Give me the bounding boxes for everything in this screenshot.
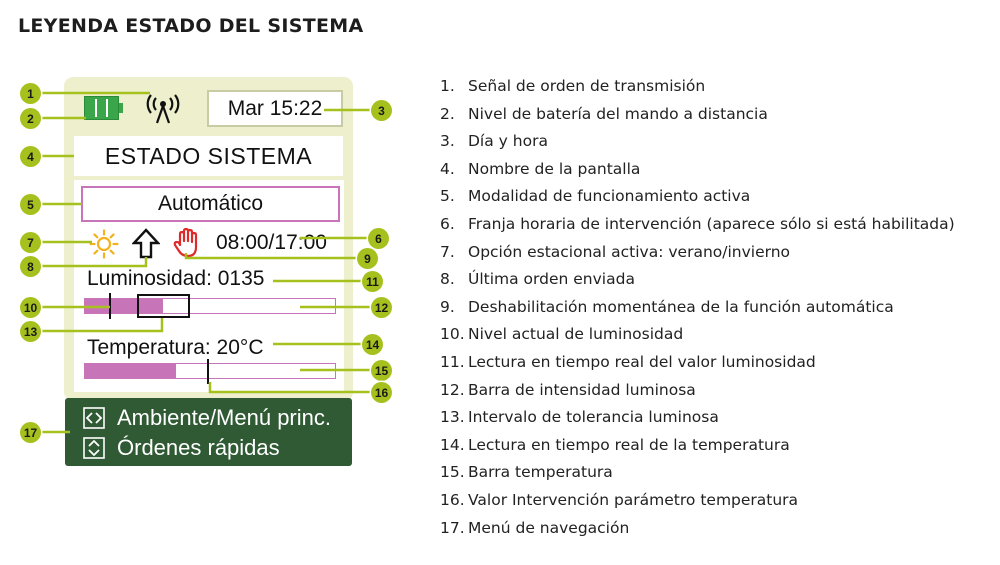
datetime-text: Mar 15:22 (227, 96, 323, 120)
luminosity-reading: Luminosidad: 0135 (87, 267, 265, 290)
legend-number: 3. (440, 132, 455, 151)
legend-number: 8. (440, 270, 455, 289)
legend-item (440, 266, 955, 294)
legend-item (440, 156, 955, 184)
legend-item (440, 321, 955, 349)
callout-marker-9: 9 (357, 248, 378, 269)
legend-item (440, 349, 955, 377)
legend-item (440, 183, 955, 211)
legend-text: Lectura en tiempo real de la temperatura (468, 435, 790, 454)
callout-marker-14: 14 (362, 334, 383, 355)
callout-marker-17: 17 (20, 422, 41, 443)
legend-text: Nivel actual de luminosidad (468, 325, 684, 344)
callout-marker-5: 5 (20, 194, 41, 215)
callout-marker-2: 2 (20, 108, 41, 129)
legend-text: Franja horaria de intervención (aparece sólo si está habilitada) (468, 214, 955, 233)
legend-number: 17. (440, 518, 465, 537)
mode-text: Automático (157, 192, 264, 215)
legend-item (440, 459, 955, 487)
legend-item (440, 294, 955, 322)
legend-text: Nombre de la pantalla (468, 159, 641, 178)
legend-text: Señal de orden de transmisión (468, 77, 706, 95)
legend-number: 7. (440, 242, 455, 261)
time-range: 08:00/17:00 (216, 231, 327, 254)
callout-marker-11: 11 (362, 271, 383, 292)
legend-number: 14. (440, 435, 465, 454)
callout-marker-15: 15 (371, 360, 392, 381)
callout-marker-8: 8 (20, 256, 41, 277)
legend-text: Día y hora (468, 132, 548, 151)
legend-number: 1. (440, 77, 455, 95)
legend-text: Valor Intervención parámetro temperatura (468, 490, 799, 509)
legend-text: Opción estacional activa: verano/invierno (468, 242, 791, 261)
legend-text: Modalidad de funcionamiento activa (468, 187, 751, 206)
temperature-reading: Temperatura: 20°C (87, 336, 264, 359)
legend-number: 2. (440, 104, 455, 123)
nav-item-label: Ambiente/Menú princ. (117, 405, 331, 430)
legend-text: Barra temperatura (468, 463, 613, 482)
callout-marker-12: 12 (371, 297, 392, 318)
callout-marker-16: 16 (371, 382, 392, 403)
legend-number: 11. (440, 352, 465, 371)
legend-text: Barra de intensidad luminosa (468, 380, 696, 399)
callout-marker-1: 1 (20, 83, 41, 104)
legend-item (440, 211, 955, 239)
callout-marker-6: 6 (368, 228, 389, 249)
legend-item (440, 239, 955, 267)
legend-number: 16. (440, 490, 465, 509)
legend-number: 15. (440, 463, 465, 482)
legend-text: Última orden enviada (468, 270, 635, 289)
legend-number: 12. (440, 380, 465, 399)
legend-text: Nivel de batería del mando a distancia (468, 104, 768, 123)
legend-text: Intervalo de tolerancia luminosa (468, 408, 719, 427)
callout-marker-7: 7 (20, 232, 41, 253)
legend-item (440, 128, 955, 156)
legend-text: Menú de navegación (468, 518, 630, 537)
legend-number: 4. (440, 159, 455, 178)
legend-number: 5. (440, 187, 455, 206)
legend-item (440, 73, 955, 101)
legend-item (440, 487, 955, 515)
legend-item (440, 432, 955, 460)
legend-number: 9. (440, 297, 455, 316)
legend-item (440, 515, 955, 543)
legend-number: 6. (440, 214, 455, 233)
legend-item (440, 377, 955, 405)
screen-name: ESTADO SISTEMA (104, 142, 313, 169)
legend-text: Lectura en tiempo real del valor luminosidad (468, 352, 816, 371)
page-title: LEYENDA ESTADO DEL SISTEMA (18, 15, 364, 37)
legend-item (440, 404, 955, 432)
legend-item (440, 101, 955, 129)
legend-number: 13. (440, 408, 465, 427)
legend-text: Deshabilitación momentánea de la función automática (468, 297, 894, 316)
nav-item-label: Órdenes rápidas (117, 435, 280, 460)
callout-marker-10: 10 (20, 297, 41, 318)
callout-marker-4: 4 (20, 146, 41, 167)
callout-marker-3: 3 (371, 100, 392, 121)
callout-marker-13: 13 (20, 321, 41, 342)
legend-list (440, 73, 955, 542)
legend-number: 10. (440, 325, 465, 344)
